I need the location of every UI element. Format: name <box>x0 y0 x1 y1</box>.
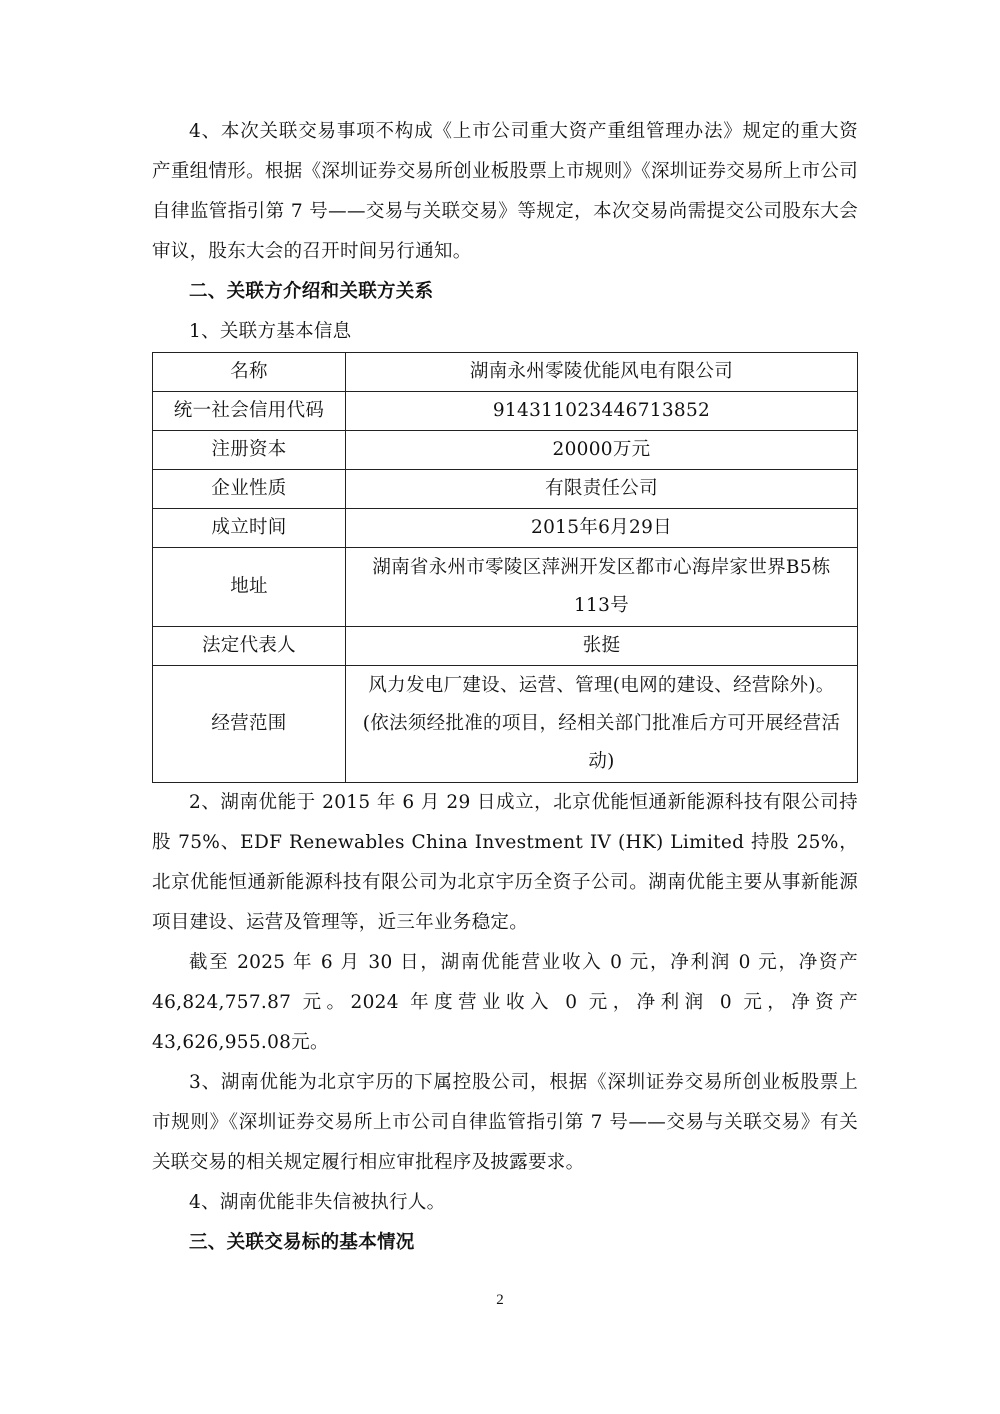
paragraph-financials: 截至 2025 年 6 月 30 日，湖南优能营业收入 0 元，净利润 0 元，净资产46,824,757.87 元。2024 年度营业收入 0 元，净利润 0 元，净资产 43,626,955.08元。 <box>152 952 858 1053</box>
table-key-cell: 地址 <box>153 548 346 627</box>
table-value-cell: 湖南永州零陵优能风电有限公司 <box>346 353 858 392</box>
section-heading-transaction-subject: 三、关联交易标的基本情况 <box>189 1232 415 1253</box>
table-value-cell: 914311023446713852 <box>346 392 858 431</box>
table-key-cell: 注册资本 <box>153 431 346 470</box>
table-value-cell: 2015年6月29日 <box>346 509 858 548</box>
paragraph-item-4-restructuring: 4、本次关联交易事项不构成《上市公司重大资产重组管理办法》规定的重大资产重组情形。根据《深圳证券交易所创业板股票上市规则》《深圳证券交易所上市公司自律监管指引第 7 号——交易与关联交易》等规定，本次交易尚需提交公司股东大会审议，股东大会的召开时间另行通知。 <box>152 121 858 262</box>
table-row <box>153 548 858 627</box>
table-value-cell: 有限责任公司 <box>346 470 858 509</box>
table-value-cell: 湖南省永州市零陵区萍洲开发区都市心海岸家世界B5栋113号 <box>346 548 858 627</box>
table-row <box>153 431 858 470</box>
table-value-cell: 张挺 <box>346 627 858 666</box>
document-page <box>152 112 858 1263</box>
page-number: 2 <box>496 1292 504 1308</box>
table-value-cell: 20000万元 <box>346 431 858 470</box>
table-key-cell: 名称 <box>153 353 346 392</box>
table-row <box>153 353 858 392</box>
paragraph-control-relationship: 3、湖南优能为北京宇历的下属控股公司，根据《深圳证券交易所创业板股票上市规则》《深圳证券交易所上市公司自律监管指引第 7 号——交易与关联交易》有关关联交易的相关规定履行相应审批程序及披露要求。 <box>152 1072 858 1173</box>
section-heading-related-party: 二、关联方介绍和关联方关系 <box>189 281 434 302</box>
table-key-cell: 经营范围 <box>153 666 346 783</box>
table-key-cell: 法定代表人 <box>153 627 346 666</box>
table-row <box>153 509 858 548</box>
table-row <box>153 666 858 783</box>
paragraph-shareholding: 2、湖南优能于 2015 年 6 月 29 日成立，北京优能恒通新能源科技有限公司持股 75%、EDF Renewables China Investment IV (HK) Limited 持股 25%，北京优能恒通新能源科技有限公司为北京宇历全资子公司。湖南优能主要从事新能源项目建设、运营及管理等，近三年业务稳定。 <box>152 792 858 933</box>
table-row <box>153 392 858 431</box>
subheading-basic-info: 1、关联方基本信息 <box>189 321 352 342</box>
related-party-info-table <box>152 352 858 783</box>
table-row <box>153 627 858 666</box>
table-key-cell: 统一社会信用代码 <box>153 392 346 431</box>
table-value-cell: 风力发电厂建设、运营、管理(电网的建设、经营除外)。(依法须经批准的项目，经相关部门批准后方可开展经营活动) <box>346 666 858 783</box>
paragraph-not-dishonest: 4、湖南优能非失信被执行人。 <box>189 1192 446 1213</box>
table-row <box>153 470 858 509</box>
table-key-cell: 成立时间 <box>153 509 346 548</box>
table-key-cell: 企业性质 <box>153 470 346 509</box>
